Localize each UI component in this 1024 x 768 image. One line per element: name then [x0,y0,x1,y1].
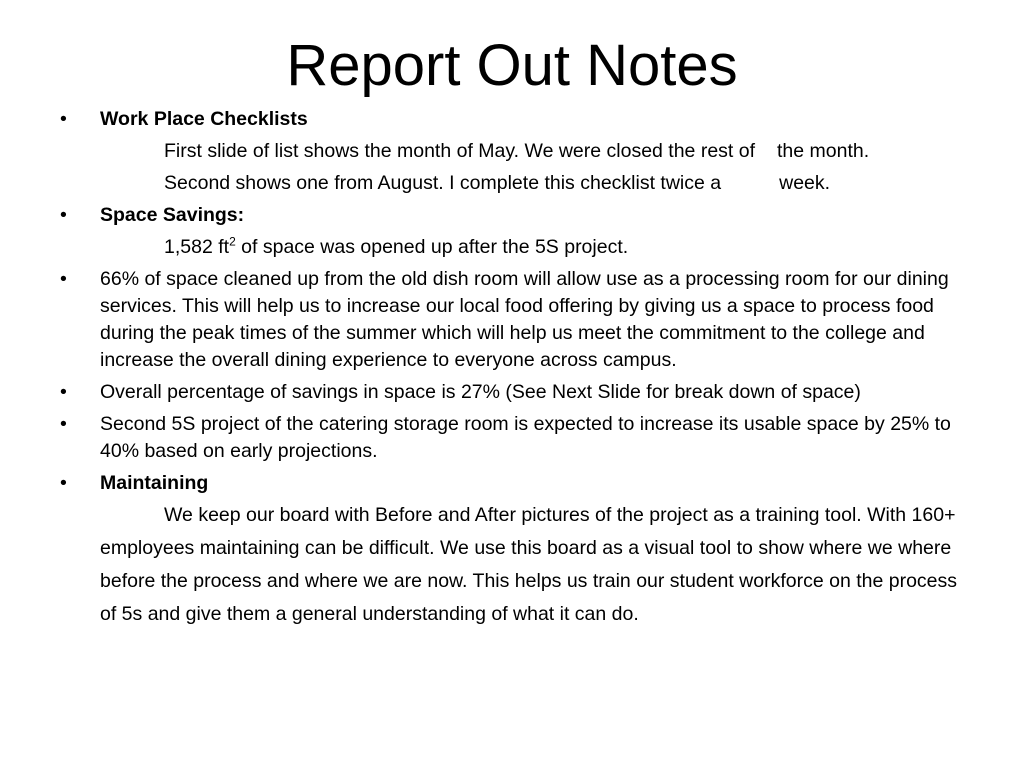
space-savings-heading: Space Savings: [100,204,245,226]
bullet-maintaining [56,470,976,497]
bullet-catering [56,411,976,465]
bullet-dot: • [60,108,67,130]
dish-room-text: 66% of space cleaned up from the old dish room will allow use as a processing room for our dining services. This will help us to increase our local food offering by giving us a space to process food during the peak times of the summer which will help us meet the commitment to the college and increase the overall dining experience to everyone across campus. [100,268,949,371]
space-savings-text: of space was opened up after the 5S project. [235,236,629,258]
bullet-dot: • [60,472,67,494]
space-savings-line [56,234,976,261]
slide-content [56,106,976,631]
checklists-line-2-text: Second shows one from August. I complete this checklist twice a [164,172,722,194]
checklists-line-2-end: week. [779,172,831,194]
bullet-dot: • [60,268,67,290]
overall-savings-text: Overall percentage of savings in space is 27% (See Next Slide for break down of space) [100,381,861,403]
checklists-line-1-end: the month. [777,140,870,162]
checklists-heading: Work Place Checklists [100,108,308,130]
catering-text: Second 5S project of the catering storage room is expected to increase its usable space by 25% to 40% based on early projections. [100,413,951,462]
bullet-overall-savings [56,379,976,406]
checklists-line-2 [56,170,976,197]
bullet-dot: • [60,413,67,435]
space-savings-superscript: 2 [229,234,236,249]
bullet-dot: • [60,204,67,226]
bullet-work-place-checklists [56,106,976,133]
maintaining-paragraph: We keep our board with Before and After pictures of the project as a training tool. With 160+ employees maintaining can be difficult. We use this board as a visual tool to show where we where before the process and where we are now. This helps us train our student workforce on the process of 5s and give them a general understanding of what it can do. [100,504,958,625]
slide-title: Report Out Notes [286,33,738,98]
bullet-space-savings [56,202,976,229]
space-savings-value: 1,582 ft [164,236,230,258]
bullet-dish-room [56,266,976,374]
maintaining-heading: Maintaining [100,472,209,494]
checklists-line-1 [56,138,976,165]
checklists-line-1-text: First slide of list shows the month of May. We were closed the rest of [164,140,756,162]
bullet-dot: • [60,381,67,403]
